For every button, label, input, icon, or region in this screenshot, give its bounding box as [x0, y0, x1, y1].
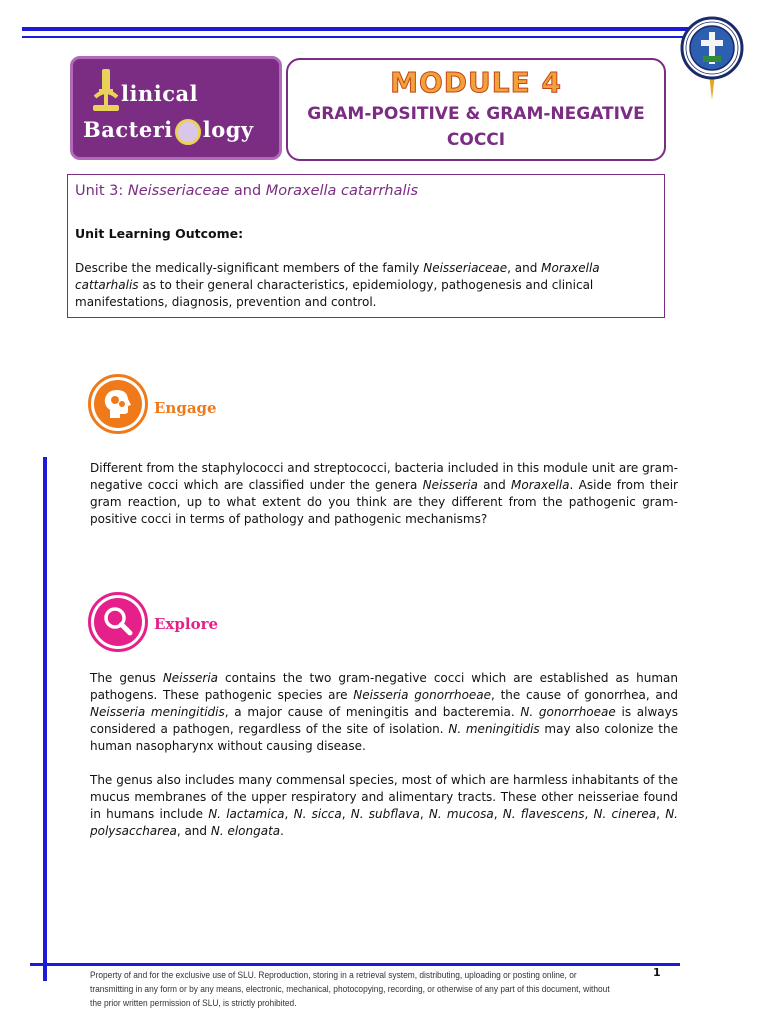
outcome-text-b: , and	[507, 261, 542, 275]
page-number: 1	[653, 966, 661, 979]
unit-title-family: Neisseriaceae	[127, 183, 230, 199]
university-seal-icon	[680, 14, 744, 100]
module-title: MODULE 4	[390, 66, 562, 99]
microscope-icon	[87, 67, 125, 115]
explore2-italic-6: N. cinerea	[593, 807, 657, 821]
unit-outcome-text	[75, 260, 659, 311]
engage-text-a: Different from the staphylococci and streptococci, bacteria included in this module unit are gram-negative cocci which are classified under the genera	[90, 461, 678, 492]
explore1-italic-2: Neisseria gonorrhoeae	[353, 688, 492, 702]
footer-rule	[30, 963, 680, 966]
explore-paragraph-1	[90, 670, 678, 755]
engage-paragraph	[90, 460, 678, 528]
explore1-italic-3: Neisseria meningitidis	[90, 705, 225, 719]
explore1-text-b: contains the two gram-negative cocci which are established as human pathogens. These pathogenic species are	[90, 671, 678, 702]
explore2-italic-5: N. flavescens	[502, 807, 585, 821]
outcome-text-a: Describe the medically-significant members of the family	[75, 261, 424, 275]
outcome-italic-1: Neisseriaceae	[423, 261, 508, 275]
explore2-italic-1: N. lactamica	[208, 807, 285, 821]
outcome-text-c: as to their general characteristics, epidemiology, pathogenesis and clinical manifestations, diagnosis, prevention and control.	[75, 278, 594, 309]
explore2-sep-7: , and	[176, 824, 211, 838]
engage-text-b: and	[477, 478, 512, 492]
explore2-italic-7: N. polysaccharea	[90, 807, 678, 838]
magnifier-icon	[100, 604, 136, 640]
engage-text-c: . Aside from their gram reaction, up to what extent do you think are they different from the pathogenic gram-positive cocci in terms of pathology and pathogenic mechanisms?	[90, 478, 678, 526]
petri-dish-icon	[175, 119, 201, 145]
unit-title-and: and	[229, 183, 266, 199]
explore-label: Explore	[154, 615, 219, 633]
explore1-italic-5: N. meningitidis	[448, 722, 540, 736]
header-rule-thick	[22, 27, 690, 31]
explore2-italic-3: N. subflava	[350, 807, 420, 821]
logo-text-line1: linical	[121, 81, 199, 106]
footer-copyright-notice: Property of and for the exclusive use of SLU. Reproduction, storing in a retrieval system, distributing, uploading or posting online, or transmitting in any form or by any means, electronic, mechanical, photocopying, recording, or otherwise of any part of this document, without the prior written permission of SLU, is strictly prohibited.	[90, 970, 610, 1008]
explore1-italic-1: Neisseria	[162, 671, 219, 685]
explore2-italic-8: N. elongata	[210, 824, 281, 838]
explore1-text-e: is always considered a pathogen, regardless of the site of isolation.	[90, 705, 678, 736]
clinical-bacteriology-logo	[70, 56, 282, 160]
unit-title	[75, 183, 418, 199]
head-gears-icon	[100, 386, 136, 422]
explore2-sep-3: ,	[419, 807, 429, 821]
unit-title-species: Moraxella catarrhalis	[265, 183, 419, 199]
explore2-italic-4: N. mucosa	[428, 807, 494, 821]
explore-paragraph-2	[90, 772, 678, 840]
module-title-box	[286, 58, 666, 161]
explore2-italic-2: N. sicca	[293, 807, 342, 821]
explore2-end: .	[280, 824, 284, 838]
logo-text-logy: logy	[202, 117, 254, 142]
module-subtitle-line2: COCCI	[446, 130, 506, 150]
logo-text-line2	[83, 117, 254, 145]
unit-outcome-label: Unit Learning Outcome:	[75, 226, 244, 241]
explore2-sep-5: ,	[584, 807, 594, 821]
engage-italic-1: Neisseria	[422, 478, 478, 492]
explore2-sep-6: ,	[656, 807, 666, 821]
explore1-italic-4: N. gonorrhoeae	[520, 705, 616, 719]
unit-outcome-box	[67, 174, 665, 318]
explore1-text-c: , the cause of gonorrhea, and	[491, 688, 678, 702]
explore2-text-a: The genus also includes many commensal species, most of which are harmless inhabitants of the mucus membranes of the upper respiratory and alimentary tracts. These other neisseriae found in humans include	[90, 773, 678, 821]
outcome-italic-2: Moraxella cattarhalis	[75, 261, 600, 292]
explore1-text-a: The genus	[90, 671, 163, 685]
unit-title-prefix: Unit 3:	[75, 183, 128, 199]
logo-text-bacteri: Bacteri	[83, 117, 173, 142]
explore2-sep-2: ,	[341, 807, 351, 821]
explore2-sep-1: ,	[284, 807, 294, 821]
explore1-text-f: may also colonize the human nasopharynx without causing disease.	[90, 722, 678, 753]
module-subtitle-line1: GRAM-POSITIVE & GRAM-NEGATIVE	[307, 104, 645, 124]
section-vertical-rule	[43, 457, 47, 981]
explore1-text-d: , a major cause of meningitis and bacteremia.	[224, 705, 521, 719]
header-rule-thin	[22, 36, 690, 38]
engage-italic-2: Moraxella	[511, 478, 570, 492]
engage-label: Engage	[154, 399, 217, 417]
explore2-sep-4: ,	[493, 807, 503, 821]
